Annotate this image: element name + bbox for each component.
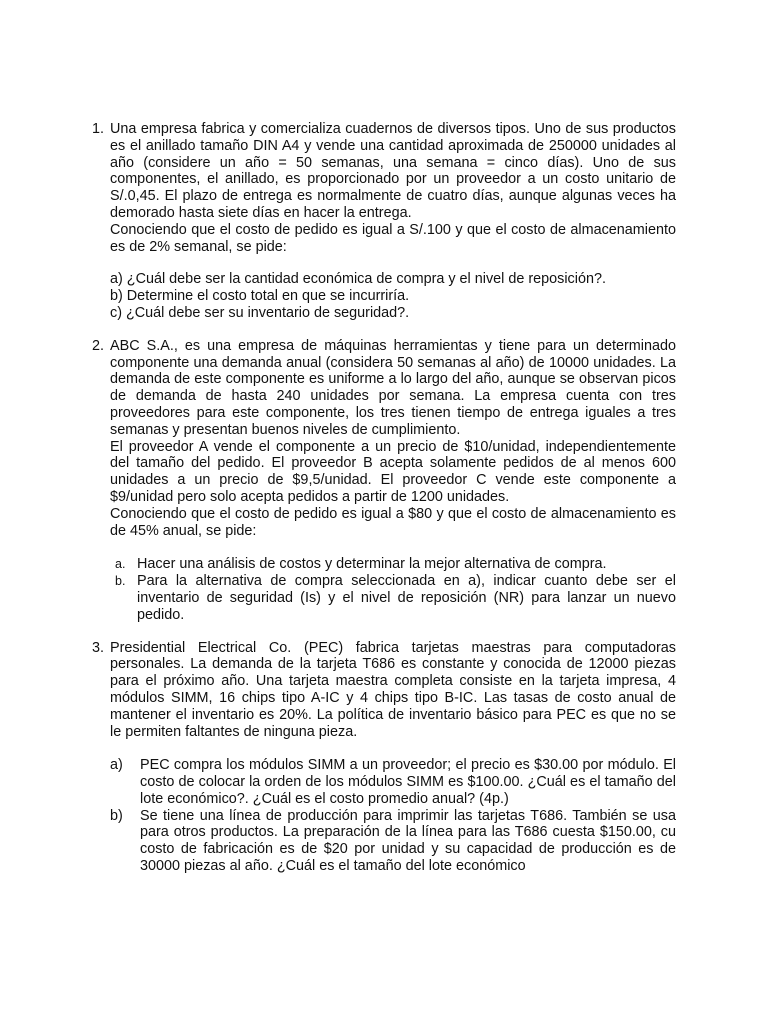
problem-2 [92,338,676,624]
problem-list [92,121,676,891]
problem-number: 3. [92,639,105,656]
problem-3 [92,640,676,875]
question-item [110,757,676,807]
problem-paragraph: ABC S.A., es una empresa de máquinas herramientas y tiene para un determinado componente una demanda anual (considera 50 semanas al año) de 10000 unidades. La demanda de este componente es uniforme a lo largo del año, aunque se observan picos de demanda de hasta 240 unidades por semana. La empresa cuenta con tres proveedores para este componente, los tres tienen tiempo de entrega iguales a tres semanas y presentan buenos niveles de cumplimiento. [110,337,676,438]
problem-paragraph: Una empresa fabrica y comercializa cuadernos de diversos tipos. Uno de sus productos es el anillado tamaño DIN A4 y vende una cantidad aproximada de 250000 unidades al año (considere un año = 50 semanas, una semana = cinco días). Uno de sus componentes, el anillado, es proporcionado por un proveedor a un costo unitario de S/.0,45. El plazo de entrega es normalmente de cuatro días, aunque algunas veces ha demorado hasta siete días en hacer la entrega. [110,121,676,221]
question-text: Hacer una análisis de costos y determinar la mejor alternativa de compra. [137,556,607,573]
question-item [110,573,676,623]
question-list [110,271,676,321]
problem-number: 2. [92,337,105,354]
item-marker: a) [110,757,123,774]
problem-1 [92,121,676,322]
question-item: b) Determine el costo total en que se incurriría. [110,288,410,305]
problem-paragraph: Presidential Electrical Co. (PEC) fabrica tarjetas maestras para computadoras personales. La demanda de la tarjeta T686 es constante y conocida de 12000 piezas para el próximo año. Una tarjeta maestra completa consiste en la tarjeta impresa, 4 módulos SIMM, 16 chips tipo A-IC y 4 chips tipo B-IC. Las tasas de costo anual de mantener el inventario es 20%. La política de inventario básico para PEC es que no se le permiten faltantes de ninguna pieza. [110,639,676,740]
problem-number: 1. [92,121,105,137]
question-text: Se tiene una línea de producción para imprimir las tarjetas T686. También se usa para otros productos. La preparación de la línea para las T686 cuesta $150.00, cu costo de fabricación es de $20 por unidad y su capacidad de producción es de 30000 piezas al año. ¿Cuál es el tamaño del lote económico [140,807,676,875]
question-item: c) ¿Cuál debe ser su inventario de seguridad?. [110,304,410,321]
question-item [110,556,676,573]
problem-paragraph: El proveedor A vende el componente a un precio de $10/unidad, independientemente del tamaño del pedido. El proveedor B acepta solamente pedidos de al menos 600 unidades a un precio de $9,5/unidad. El proveedor C vende este componente a $9/unidad pero solo acepta pedidos a partir de 1200 unidades. [110,438,676,505]
question-text: Para la alternativa de compra seleccionada en a), indicar cuanto debe ser el inventario de seguridad (Is) y el nivel de reposición (NR) para lanzar un nuevo pedido. [137,573,676,623]
question-item [110,808,676,875]
item-marker: b. [115,574,126,589]
question-item: a) ¿Cuál debe ser la cantidad económica de compra y el nivel de reposición?. [110,271,606,288]
question-list [110,757,676,875]
item-marker: a. [115,557,126,572]
item-marker: b) [110,807,123,824]
problem-paragraph: Conociendo que el costo de pedido es igual a S/.100 y que el costo de almacenamiento es de 2% semanal, se pide: [110,221,676,255]
question-text: PEC compra los módulos SIMM a un proveedor; el precio es $30.00 por módulo. El costo de colocar la orden de los módulos SIMM es $100.00. ¿Cuál es el tamaño del lote económico?. ¿Cuál es el costo promedio anual? (4p.) [140,757,676,807]
problem-paragraph: Conociendo que el costo de pedido es igual a $80 y que el costo de almacenamiento es de 45% anual, se pide: [110,505,676,539]
question-list [110,556,676,623]
